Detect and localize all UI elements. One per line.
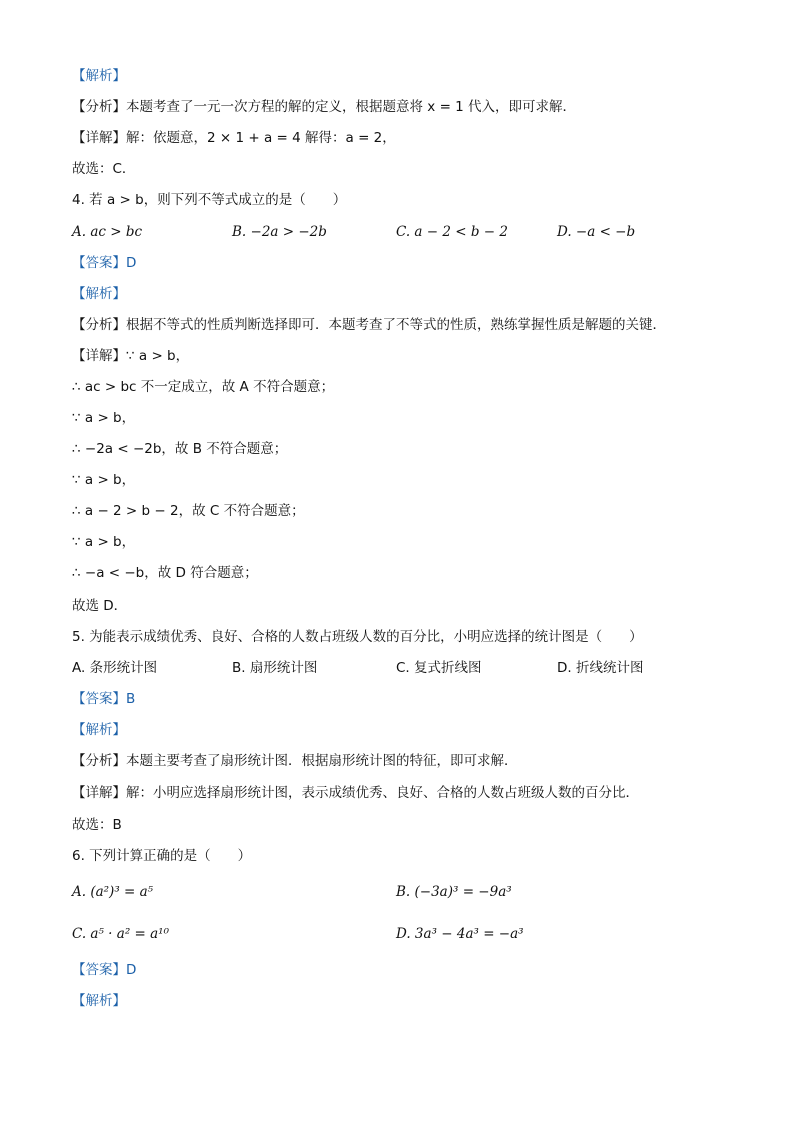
q6-answer: 【答案】D [72, 962, 137, 978]
q4-detail-2: ∴ ac > bc 不一定成立，故 A 不符合题意； [72, 379, 335, 395]
q4-option-c: C. a − 2 < b − 2 [396, 224, 508, 240]
q5-option-b: B. 扇形统计图 [232, 660, 318, 676]
q5-analysis-heading: 【解析】 [72, 722, 126, 738]
q4-answer: 【答案】D [72, 255, 137, 271]
q4-detail-3: ∵ a > b， [72, 410, 136, 426]
q4-option-d: D. −a < −b [557, 224, 636, 240]
q6-option-a: A. (a²)³ = a⁵ [72, 884, 154, 900]
q5-option-a: A. 条形统计图 [72, 660, 158, 676]
q4-option-a: A. ac > bc [72, 224, 143, 240]
detail-text: 【详解】解：依题意，2 × 1 + a = 4 解得：a = 2， [72, 130, 396, 146]
q5-detail: 【详解】解：小明应选择扇形统计图，表示成绩优秀、良好、合格的人数占班级人数的百分比． [72, 785, 639, 801]
analysis-heading: 【解析】 [72, 68, 126, 84]
q4-conclusion: 故选 D． [72, 598, 128, 614]
q4-analysis: 【分析】根据不等式的性质判断选择即可．本题考查了不等式的性质，熟练掌握性质是解题的关键． [72, 317, 666, 333]
choice-text: 故选：C． [72, 161, 136, 177]
q6-analysis-heading: 【解析】 [72, 993, 126, 1009]
q4-detail-5: ∵ a > b， [72, 472, 136, 488]
q6-option-c: C. a⁵ · a² = a¹⁰ [72, 926, 169, 942]
q5-analysis: 【分析】本题主要考查了扇形统计图．根据扇形统计图的特征，即可求解． [72, 753, 518, 769]
q5-option-d: D. 折线统计图 [557, 660, 644, 676]
q5-answer: 【答案】B [72, 691, 136, 707]
question-4: 4. 若 a > b，则下列不等式成立的是（ ） [72, 192, 347, 208]
analysis-text: 【分析】本题考查了一元一次方程的解的定义，根据题意将 x = 1 代入，即可求解． [72, 99, 577, 115]
q4-detail-8: ∴ −a < −b，故 D 符合题意； [72, 565, 258, 581]
q4-detail-7: ∵ a > b， [72, 534, 136, 550]
q4-detail-6: ∴ a − 2 > b − 2，故 C 不符合题意； [72, 503, 305, 519]
q5-option-c: C. 复式折线图 [396, 660, 482, 676]
q4-option-b: B. −2a > −2b [232, 224, 327, 240]
q4-detail-1: 【详解】∵ a > b， [72, 348, 190, 364]
q4-detail-4: ∴ −2a < −2b，故 B 不符合题意； [72, 441, 288, 457]
q5-conclusion: 故选：B [72, 817, 122, 833]
question-6: 6. 下列计算正确的是（ ） [72, 848, 252, 864]
q6-option-d: D. 3a³ − 4a³ = −a³ [396, 926, 524, 942]
question-5: 5. 为能表示成绩优秀、良好、合格的人数占班级人数的百分比，小明应选择的统计图是（ ） [72, 629, 643, 645]
q6-option-b: B. (−3a)³ = −9a³ [396, 884, 512, 900]
q4-analysis-heading: 【解析】 [72, 286, 126, 302]
